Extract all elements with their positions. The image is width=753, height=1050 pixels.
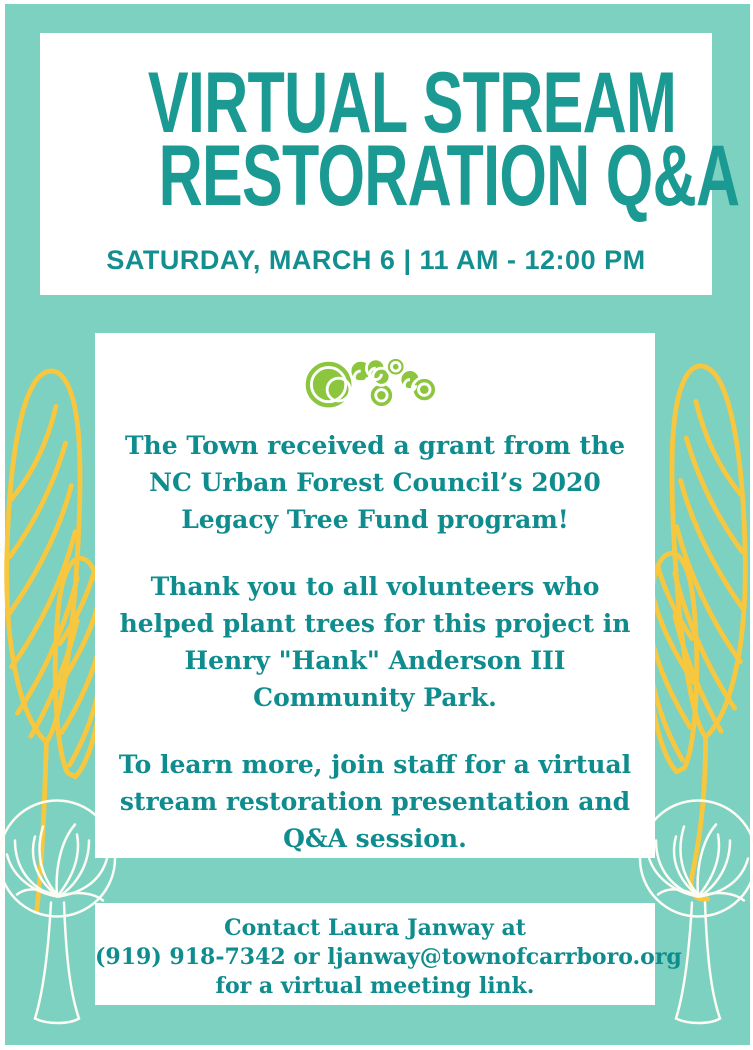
contact-name-line: Contact Laura Janway at [224,915,526,941]
header-panel [40,33,740,295]
event-title-line2 [40,128,740,224]
content-panel [95,333,655,858]
body-paragraph-grant: The Town received a grant from the NC Urban Forest Council’s 2020 Legacy Tree Fund program! [124,431,626,534]
event-title [40,55,740,224]
event-title-line1-text: VIRTUAL STREAM [147,55,677,151]
body-paragraph-join: To learn more, join staff for a virtual stream restoration presentation and Q&A session. [118,750,632,853]
contact-phone-email-line: (919) 918-7342 or ljanway@townofcarrboro.org [95,944,682,970]
contact-meeting-link-line: for a virtual meeting link. [215,973,535,999]
contact-panel [95,903,682,1005]
body-paragraph-thanks: Thank you to all volunteers who helped plant trees for this project in Henry "Hank" Anderson III Community Park. [119,572,631,712]
event-title-line2-text: RESTORATION Q&A [158,128,740,224]
carrboro-logo [300,343,450,419]
event-datetime: SATURDAY, MARCH 6 | 11 AM - 12:00 PM [106,245,646,275]
